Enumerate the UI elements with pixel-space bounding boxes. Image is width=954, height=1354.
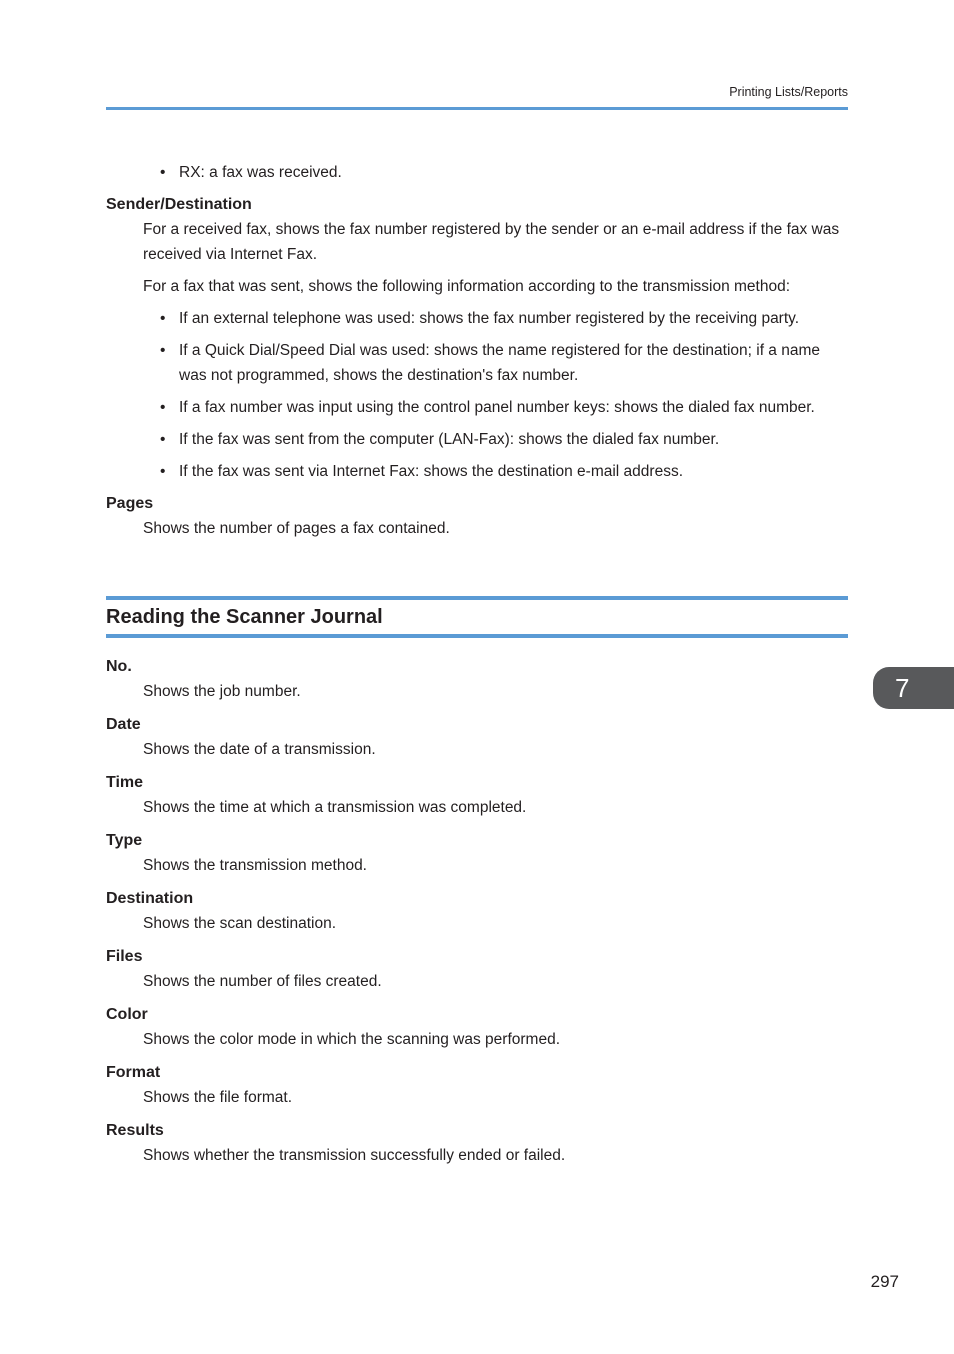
term-files: Files — [106, 948, 143, 965]
definition-paragraph: Shows the transmission method. — [143, 857, 367, 874]
list-item: • If a fax number was input using the control panel number keys: shows the dialed fax number. — [160, 399, 815, 416]
definition-paragraph: Shows the date of a transmission. — [143, 741, 376, 758]
chapter-tab — [873, 667, 954, 709]
term-sender-destination: Sender/Destination — [106, 196, 252, 213]
term-date: Date — [106, 716, 141, 733]
header-rule — [106, 107, 848, 110]
term-no: No. — [106, 658, 132, 675]
term-pages: Pages — [106, 495, 154, 512]
definition-paragraph: Shows the time at which a transmission was completed. — [143, 799, 527, 816]
term-destination: Destination — [106, 890, 194, 907]
definition-paragraph: Shows the file format. — [143, 1089, 293, 1106]
term-format: Format — [106, 1064, 161, 1081]
leading-bullet-list — [106, 160, 848, 185]
definition-paragraph: Shows whether the transmission successfully ended or failed. — [143, 1147, 566, 1164]
list-item: • RX: a fax was received. — [160, 164, 342, 181]
scanner-journal-definitions — [106, 654, 848, 1176]
definition-paragraph: Shows the number of files created. — [143, 973, 382, 990]
definition-paragraph: For a received fax, shows the fax number registered by the sender or an e-mail address if the fax was received via Internet Fax. — [143, 221, 840, 263]
list-item: • If the fax was sent via Internet Fax: shows the destination e-mail address. — [160, 463, 683, 480]
section-title: Reading the Scanner Journal — [106, 606, 383, 628]
list-item: • If a Quick Dial/Speed Dial was used: shows the name registered for the destination; if a name was not programmed, shows the destination's fax number. — [160, 342, 821, 384]
definition-paragraph: Shows the scan destination. — [143, 915, 337, 932]
list-item: • If the fax was sent from the computer (LAN-Fax): shows the dialed fax number. — [160, 431, 720, 448]
definition-paragraph: For a fax that was sent, shows the following information according to the transmission method: — [143, 278, 791, 295]
term-type: Type — [106, 832, 143, 849]
term-results: Results — [106, 1122, 164, 1139]
section-heading-block — [106, 596, 848, 638]
term-time: Time — [106, 774, 144, 791]
section-rule-bottom — [106, 634, 848, 638]
term-color: Color — [106, 1006, 148, 1023]
definition-paragraph: Shows the job number. — [143, 683, 301, 700]
definition-paragraph: Shows the color mode in which the scanning was performed. — [143, 1031, 560, 1048]
list-item: • If an external telephone was used: shows the fax number registered by the receiving party. — [160, 310, 800, 327]
running-header-title: Printing Lists/Reports — [729, 85, 848, 99]
transmission-method-list — [106, 306, 848, 484]
section-rule-top — [106, 596, 848, 600]
page-number: 297 — [870, 1272, 899, 1291]
top-content — [106, 160, 848, 548]
definition-paragraph: Shows the number of pages a fax contained. — [143, 520, 450, 537]
chapter-number: 7 — [895, 673, 910, 703]
